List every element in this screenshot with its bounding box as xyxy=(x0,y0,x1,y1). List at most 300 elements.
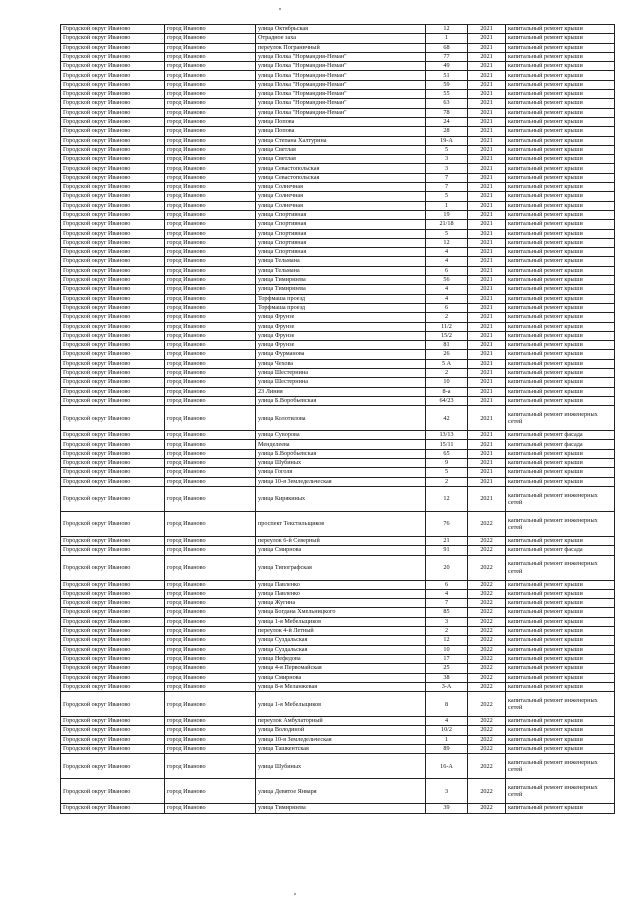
locality-cell: город Иваново xyxy=(165,248,256,257)
locality-cell: город Иваново xyxy=(165,303,256,312)
table-row xyxy=(61,396,615,405)
locality-cell: город Иваново xyxy=(165,183,256,192)
work-type-cell: капитальный ремонт крыши xyxy=(506,735,615,744)
table-row xyxy=(61,62,615,71)
street-cell: улица 10-я Земледельческая xyxy=(256,735,426,744)
year-cell: 2022 xyxy=(468,536,506,545)
table-row xyxy=(61,627,615,636)
work-type-cell: капитальный ремонт крыши xyxy=(506,229,615,238)
street-cell: улица Девятое Января xyxy=(256,779,426,804)
year-cell: 2022 xyxy=(468,654,506,663)
street-cell: улица Нефедова xyxy=(256,654,426,663)
year-cell: 2021 xyxy=(468,117,506,126)
municipality-cell: Городской округ Иваново xyxy=(61,617,165,626)
house-number-cell: 4 xyxy=(426,717,468,726)
year-cell: 2021 xyxy=(468,62,506,71)
house-number-cell: 7 xyxy=(426,173,468,182)
house-number-cell: 21/18 xyxy=(426,220,468,229)
house-number-cell: 6 xyxy=(426,266,468,275)
year-cell: 2021 xyxy=(468,238,506,247)
house-number-cell: 19-А xyxy=(426,136,468,145)
house-number-cell: 2 xyxy=(426,313,468,322)
year-cell: 2022 xyxy=(468,754,506,779)
house-number-cell: 76 xyxy=(426,511,468,536)
municipality-cell: Городской округ Иваново xyxy=(61,350,165,359)
municipality-cell: Городской округ Иваново xyxy=(61,136,165,145)
table-row xyxy=(61,322,615,331)
table-row xyxy=(61,692,615,717)
work-type-cell: капитальный ремонт крыши xyxy=(506,804,615,813)
work-type-cell: капитальный ремонт крыши xyxy=(506,155,615,164)
work-type-cell: капитальный ремонт крыши xyxy=(506,726,615,735)
work-type-cell: капитальный ремонт крыши xyxy=(506,396,615,405)
work-type-cell: капитальный ремонт крыши xyxy=(506,645,615,654)
municipality-cell: Городской округ Иваново xyxy=(61,682,165,691)
year-cell: 2021 xyxy=(468,303,506,312)
locality-cell: город Иваново xyxy=(165,80,256,89)
work-type-cell: капитальный ремонт крыши xyxy=(506,145,615,154)
work-type-cell: капитальный ремонт крыши xyxy=(506,580,615,589)
street-cell: улица Спортивная xyxy=(256,248,426,257)
municipality-cell: Городской округ Иваново xyxy=(61,34,165,43)
municipality-cell: Городской округ Иваново xyxy=(61,589,165,598)
scan-speck xyxy=(279,8,281,10)
table-row xyxy=(61,555,615,580)
locality-cell: город Иваново xyxy=(165,341,256,350)
locality-cell: город Иваново xyxy=(165,599,256,608)
table-row xyxy=(61,294,615,303)
street-cell: улица Севастопольская xyxy=(256,173,426,182)
locality-cell: город Иваново xyxy=(165,266,256,275)
house-number-cell: 28 xyxy=(426,127,468,136)
street-cell: улица Б.Воробьевская xyxy=(256,449,426,458)
street-cell: улица Фрунзе xyxy=(256,322,426,331)
street-cell: улица Жугина xyxy=(256,599,426,608)
municipality-cell: Городской округ Иваново xyxy=(61,322,165,331)
work-type-cell: капитальный ремонт крыши xyxy=(506,43,615,52)
municipality-cell: Городской округ Иваново xyxy=(61,266,165,275)
year-cell: 2022 xyxy=(468,692,506,717)
year-cell: 2021 xyxy=(468,164,506,173)
table-row xyxy=(61,276,615,285)
locality-cell: город Иваново xyxy=(165,745,256,754)
table-row xyxy=(61,238,615,247)
year-cell: 2021 xyxy=(468,322,506,331)
work-type-cell: капитальный ремонт крыши xyxy=(506,117,615,126)
locality-cell: город Иваново xyxy=(165,52,256,61)
locality-cell: город Иваново xyxy=(165,201,256,210)
table-row xyxy=(61,164,615,173)
table-row xyxy=(61,387,615,396)
work-type-cell: капитальный ремонт инженерных сетей xyxy=(506,486,615,511)
house-number-cell: 64/23 xyxy=(426,396,468,405)
year-cell: 2021 xyxy=(468,90,506,99)
street-cell: переулок 4-й Летный xyxy=(256,627,426,636)
table-row xyxy=(61,257,615,266)
municipality-cell: Городской округ Иваново xyxy=(61,511,165,536)
house-number-cell: 2 xyxy=(426,477,468,486)
street-cell: улица Степана Халтурина xyxy=(256,136,426,145)
year-cell: 2021 xyxy=(468,477,506,486)
locality-cell: город Иваново xyxy=(165,735,256,744)
year-cell: 2021 xyxy=(468,276,506,285)
street-cell: проспект Текстильщиков xyxy=(256,511,426,536)
work-type-cell: капитальный ремонт крыши xyxy=(506,34,615,43)
municipality-cell: Городской округ Иваново xyxy=(61,220,165,229)
house-number-cell: 7 xyxy=(426,599,468,608)
house-number-cell: 3 xyxy=(426,164,468,173)
municipality-cell: Городской округ Иваново xyxy=(61,546,165,555)
municipality-cell: Городской округ Иваново xyxy=(61,43,165,52)
street-cell: улица Фрунзе xyxy=(256,341,426,350)
work-type-cell: капитальный ремонт крыши xyxy=(506,589,615,598)
work-type-cell: капитальный ремонт крыши xyxy=(506,71,615,80)
house-number-cell: 21 xyxy=(426,536,468,545)
municipality-cell: Городской округ Иваново xyxy=(61,90,165,99)
year-cell: 2021 xyxy=(468,220,506,229)
locality-cell: город Иваново xyxy=(165,164,256,173)
house-number-cell: 89 xyxy=(426,745,468,754)
locality-cell: город Иваново xyxy=(165,313,256,322)
street-cell: улица 10-я Земледельческая xyxy=(256,477,426,486)
table-row xyxy=(61,673,615,682)
table-row xyxy=(61,459,615,468)
work-type-cell: капитальный ремонт крыши xyxy=(506,303,615,312)
municipality-cell: Городской округ Иваново xyxy=(61,276,165,285)
house-number-cell: 5 xyxy=(426,145,468,154)
house-number-cell: 91 xyxy=(426,546,468,555)
house-number-cell: 12 xyxy=(426,636,468,645)
work-type-cell: капитальный ремонт крыши xyxy=(506,468,615,477)
table-row xyxy=(61,350,615,359)
municipality-cell: Городской округ Иваново xyxy=(61,536,165,545)
year-cell: 2021 xyxy=(468,266,506,275)
table-row xyxy=(61,804,615,813)
table-row xyxy=(61,664,615,673)
municipality-cell: Городской округ Иваново xyxy=(61,248,165,257)
work-type-cell: капитальный ремонт инженерных сетей xyxy=(506,779,615,804)
street-cell: улица 4-я Первомайская xyxy=(256,664,426,673)
work-type-cell: капитальный ремонт крыши xyxy=(506,599,615,608)
street-cell: улица Шестернина xyxy=(256,378,426,387)
house-number-cell: 10 xyxy=(426,645,468,654)
work-type-cell: капитальный ремонт инженерных сетей xyxy=(506,754,615,779)
municipality-cell: Городской округ Иваново xyxy=(61,477,165,486)
table-row xyxy=(61,285,615,294)
year-cell: 2022 xyxy=(468,617,506,626)
locality-cell: город Иваново xyxy=(165,257,256,266)
locality-cell: город Иваново xyxy=(165,682,256,691)
street-cell: улица Кирякиных xyxy=(256,486,426,511)
street-cell: улица Шубиных xyxy=(256,459,426,468)
year-cell: 2021 xyxy=(468,229,506,238)
street-cell: улица Павленко xyxy=(256,580,426,589)
locality-cell: город Иваново xyxy=(165,726,256,735)
table-row xyxy=(61,303,615,312)
street-cell: переулок Амбулаторный xyxy=(256,717,426,726)
table-row xyxy=(61,192,615,201)
street-cell: улица Богдана Хмельницкого xyxy=(256,608,426,617)
locality-cell: город Иваново xyxy=(165,580,256,589)
year-cell: 2022 xyxy=(468,608,506,617)
street-cell: улица 8-я Меланжевая xyxy=(256,682,426,691)
street-cell: улица Фрунзе xyxy=(256,331,426,340)
locality-cell: город Иваново xyxy=(165,210,256,219)
year-cell: 2021 xyxy=(468,285,506,294)
year-cell: 2021 xyxy=(468,459,506,468)
house-number-cell: 55 xyxy=(426,90,468,99)
work-type-cell: капитальный ремонт крыши xyxy=(506,459,615,468)
municipality-cell: Городской округ Иваново xyxy=(61,654,165,663)
work-type-cell: капитальный ремонт крыши xyxy=(506,201,615,210)
municipality-cell: Городской округ Иваново xyxy=(61,449,165,458)
table-row xyxy=(61,173,615,182)
municipality-cell: Городской округ Иваново xyxy=(61,627,165,636)
municipality-cell: Городской округ Иваново xyxy=(61,62,165,71)
locality-cell: город Иваново xyxy=(165,145,256,154)
table-row xyxy=(61,25,615,34)
locality-cell: город Иваново xyxy=(165,449,256,458)
street-cell: улица Октябрьская xyxy=(256,25,426,34)
table-row xyxy=(61,331,615,340)
table-row xyxy=(61,599,615,608)
table-row xyxy=(61,378,615,387)
street-cell: улица Тимирязева xyxy=(256,804,426,813)
house-number-cell: 63 xyxy=(426,99,468,108)
street-cell: улица 1-я Мебельщиков xyxy=(256,692,426,717)
municipality-cell: Городской округ Иваново xyxy=(61,486,165,511)
year-cell: 2021 xyxy=(468,431,506,440)
street-cell: улица Полка "Нормандия-Неман" xyxy=(256,62,426,71)
house-number-cell: 65 xyxy=(426,449,468,458)
work-type-cell: капитальный ремонт крыши xyxy=(506,192,615,201)
house-number-cell: 7 xyxy=(426,183,468,192)
locality-cell: город Иваново xyxy=(165,220,256,229)
locality-cell: город Иваново xyxy=(165,627,256,636)
house-number-cell: 78 xyxy=(426,108,468,117)
municipality-cell: Городской округ Иваново xyxy=(61,636,165,645)
work-type-cell: капитальный ремонт крыши xyxy=(506,341,615,350)
municipality-cell: Городской округ Иваново xyxy=(61,406,165,431)
work-type-cell: капитальный ремонт крыши xyxy=(506,331,615,340)
municipality-cell: Городской округ Иваново xyxy=(61,754,165,779)
table-row xyxy=(61,34,615,43)
street-cell: улица Спортивная xyxy=(256,210,426,219)
street-cell: улица Севастопольская xyxy=(256,164,426,173)
street-cell: переулок 6-й Северный xyxy=(256,536,426,545)
year-cell: 2021 xyxy=(468,34,506,43)
table-row xyxy=(61,449,615,458)
house-number-cell: 24 xyxy=(426,117,468,126)
locality-cell: город Иваново xyxy=(165,589,256,598)
work-type-cell: капитальный ремонт крыши xyxy=(506,536,615,545)
municipality-cell: Городской округ Иваново xyxy=(61,555,165,580)
work-type-cell: капитальный ремонт крыши xyxy=(506,636,615,645)
municipality-cell: Городской округ Иваново xyxy=(61,127,165,136)
locality-cell: город Иваново xyxy=(165,359,256,368)
street-cell: Торфмаша проезд xyxy=(256,303,426,312)
street-cell: улица Ташкентская xyxy=(256,745,426,754)
work-type-cell: капитальный ремонт крыши xyxy=(506,164,615,173)
street-cell: улица Попова xyxy=(256,117,426,126)
table-row xyxy=(61,546,615,555)
locality-cell: город Иваново xyxy=(165,62,256,71)
locality-cell: город Иваново xyxy=(165,555,256,580)
house-number-cell: 81 xyxy=(426,341,468,350)
house-number-cell: 1 xyxy=(426,34,468,43)
table-row xyxy=(61,90,615,99)
work-type-cell: капитальный ремонт крыши xyxy=(506,210,615,219)
street-cell: переулок Пограничный xyxy=(256,43,426,52)
house-number-cell: 15/2 xyxy=(426,331,468,340)
street-cell: 23 Линия xyxy=(256,387,426,396)
municipality-cell: Городской округ Иваново xyxy=(61,804,165,813)
year-cell: 2022 xyxy=(468,627,506,636)
locality-cell: город Иваново xyxy=(165,477,256,486)
municipality-cell: Городской округ Иваново xyxy=(61,673,165,682)
table-row xyxy=(61,431,615,440)
locality-cell: город Иваново xyxy=(165,546,256,555)
house-number-cell: 13/13 xyxy=(426,431,468,440)
locality-cell: город Иваново xyxy=(165,238,256,247)
locality-cell: город Иваново xyxy=(165,636,256,645)
house-number-cell: 4 xyxy=(426,589,468,598)
table-row xyxy=(61,127,615,136)
work-type-cell: капитальный ремонт крыши xyxy=(506,285,615,294)
house-number-cell: 38 xyxy=(426,673,468,682)
house-number-cell: 8-а xyxy=(426,387,468,396)
municipality-cell: Городской округ Иваново xyxy=(61,459,165,468)
work-type-cell: капитальный ремонт крыши xyxy=(506,62,615,71)
locality-cell: город Иваново xyxy=(165,717,256,726)
municipality-cell: Городской округ Иваново xyxy=(61,285,165,294)
table-row xyxy=(61,745,615,754)
municipality-cell: Городской округ Иваново xyxy=(61,341,165,350)
work-type-cell: капитальный ремонт инженерных сетей xyxy=(506,511,615,536)
year-cell: 2021 xyxy=(468,294,506,303)
municipality-cell: Городской округ Иваново xyxy=(61,229,165,238)
municipality-cell: Городской округ Иваново xyxy=(61,368,165,377)
house-number-cell: 20 xyxy=(426,555,468,580)
house-number-cell: 4 xyxy=(426,248,468,257)
work-type-cell: капитальный ремонт крыши xyxy=(506,220,615,229)
locality-cell: город Иваново xyxy=(165,406,256,431)
locality-cell: город Иваново xyxy=(165,378,256,387)
municipality-cell: Городской округ Иваново xyxy=(61,303,165,312)
street-cell: улица Спортивная xyxy=(256,238,426,247)
year-cell: 2022 xyxy=(468,599,506,608)
work-type-cell: капитальный ремонт крыши xyxy=(506,294,615,303)
house-number-cell: 10/2 xyxy=(426,726,468,735)
year-cell: 2022 xyxy=(468,779,506,804)
locality-cell: город Иваново xyxy=(165,71,256,80)
work-type-cell: капитальный ремонт крыши xyxy=(506,25,615,34)
street-cell: улица Попова xyxy=(256,127,426,136)
table-row xyxy=(61,71,615,80)
year-cell: 2022 xyxy=(468,664,506,673)
work-type-cell: капитальный ремонт крыши xyxy=(506,368,615,377)
table-row xyxy=(61,468,615,477)
table-row xyxy=(61,717,615,726)
work-type-cell: капитальный ремонт крыши xyxy=(506,477,615,486)
table-row xyxy=(61,341,615,350)
municipality-cell: Городской округ Иваново xyxy=(61,717,165,726)
year-cell: 2021 xyxy=(468,127,506,136)
year-cell: 2022 xyxy=(468,682,506,691)
work-type-cell: капитальный ремонт крыши xyxy=(506,745,615,754)
locality-cell: город Иваново xyxy=(165,155,256,164)
table-row xyxy=(61,617,615,626)
house-number-cell: 4 xyxy=(426,285,468,294)
street-cell: улица Светлая xyxy=(256,155,426,164)
year-cell: 2021 xyxy=(468,99,506,108)
year-cell: 2021 xyxy=(468,25,506,34)
locality-cell: город Иваново xyxy=(165,136,256,145)
work-type-cell: капитальный ремонт крыши xyxy=(506,99,615,108)
year-cell: 2022 xyxy=(468,745,506,754)
work-type-cell: капитальный ремонт крыши xyxy=(506,627,615,636)
table-row xyxy=(61,654,615,663)
locality-cell: город Иваново xyxy=(165,229,256,238)
house-number-cell: 26 xyxy=(426,350,468,359)
street-cell: улица Полка "Нормандия-Неман" xyxy=(256,99,426,108)
year-cell: 2021 xyxy=(468,201,506,210)
work-type-cell: капитальный ремонт крыши xyxy=(506,257,615,266)
locality-cell: город Иваново xyxy=(165,173,256,182)
table-row xyxy=(61,201,615,210)
locality-cell: город Иваново xyxy=(165,387,256,396)
house-number-cell: 5 xyxy=(426,468,468,477)
locality-cell: город Иваново xyxy=(165,331,256,340)
street-cell: улица Тимирязева xyxy=(256,285,426,294)
house-number-cell: 1 xyxy=(426,735,468,744)
street-cell: Торфмаша проезд xyxy=(256,294,426,303)
work-type-cell: капитальный ремонт крыши xyxy=(506,238,615,247)
street-cell: улица Солнечная xyxy=(256,192,426,201)
street-cell: улица 1-я Мебельщиков xyxy=(256,617,426,626)
work-type-cell: капитальный ремонт инженерных сетей xyxy=(506,692,615,717)
municipality-cell: Городской округ Иваново xyxy=(61,145,165,154)
locality-cell: город Иваново xyxy=(165,117,256,126)
work-type-cell: капитальный ремонт крыши xyxy=(506,664,615,673)
year-cell: 2021 xyxy=(468,486,506,511)
year-cell: 2021 xyxy=(468,387,506,396)
year-cell: 2022 xyxy=(468,726,506,735)
house-number-cell: 77 xyxy=(426,52,468,61)
year-cell: 2021 xyxy=(468,248,506,257)
house-number-cell: 4 xyxy=(426,294,468,303)
municipality-cell: Городской округ Иваново xyxy=(61,238,165,247)
house-number-cell: 16-А xyxy=(426,754,468,779)
year-cell: 2021 xyxy=(468,449,506,458)
work-type-cell: капитальный ремонт фасада xyxy=(506,546,615,555)
work-type-cell: капитальный ремонт крыши xyxy=(506,449,615,458)
table-row xyxy=(61,726,615,735)
street-cell: улица Спортивная xyxy=(256,229,426,238)
house-number-cell: 2 xyxy=(426,368,468,377)
street-cell: улица Полка "Нормандия-Неман" xyxy=(256,71,426,80)
street-cell: улица Суздальская xyxy=(256,636,426,645)
municipality-cell: Городской округ Иваново xyxy=(61,580,165,589)
work-type-cell: капитальный ремонт инженерных сетей xyxy=(506,406,615,431)
municipality-cell: Городской округ Иваново xyxy=(61,71,165,80)
house-number-cell: 11/2 xyxy=(426,322,468,331)
locality-cell: город Иваново xyxy=(165,396,256,405)
work-type-cell: капитальный ремонт крыши xyxy=(506,673,615,682)
table-row xyxy=(61,754,615,779)
year-cell: 2021 xyxy=(468,257,506,266)
street-cell: улица Спортивная xyxy=(256,220,426,229)
